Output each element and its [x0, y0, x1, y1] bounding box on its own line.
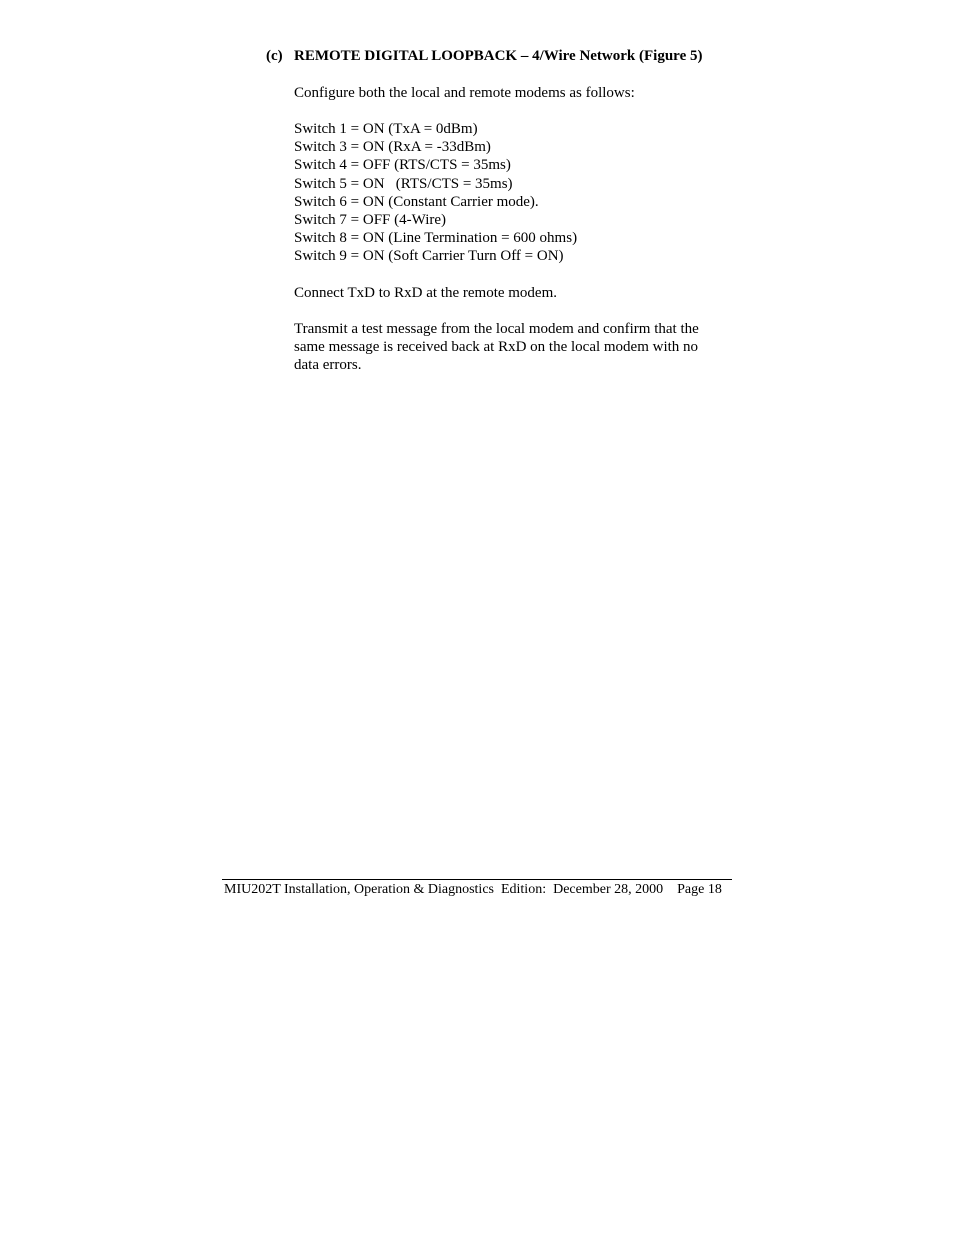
switch-setting: Switch 4 = OFF (RTS/CTS = 35ms): [294, 157, 511, 174]
footer-divider: [222, 879, 732, 880]
page-footer: MIU202T Installation, Operation & Diagnostics Edition: December 28, 2000 Page 18: [224, 882, 722, 897]
section-title: REMOTE DIGITAL LOOPBACK – 4/Wire Network (Figure 5): [294, 48, 703, 64]
intro-paragraph: Configure both the local and remote modems as follows:: [294, 85, 635, 101]
switch-setting: Switch 5 = ON (RTS/CTS = 35ms): [294, 175, 513, 192]
switch-setting: Switch 7 = OFF (4-Wire): [294, 212, 447, 229]
switch-setting: Switch 3 = ON (RxA = -33dBm): [294, 139, 491, 156]
transmit-instruction: Transmit a test message from the local modem and confirm that the same message is received back at RxD on the local modem with no data errors.: [294, 321, 699, 374]
switch-setting: Switch 6 = ON (Constant Carrier mode).: [294, 193, 539, 210]
switch-setting: Switch 1 = ON (TxA = 0dBm): [294, 121, 478, 137]
section-marker: (c): [266, 48, 283, 64]
switch-setting: Switch 9 = ON (Soft Carrier Turn Off = ON): [294, 248, 564, 265]
switch-settings-list: [294, 120, 734, 266]
section-heading: [266, 47, 702, 65]
connect-instruction: Connect TxD to RxD at the remote modem.: [294, 285, 558, 301]
switch-setting: Switch 8 = ON (Line Termination = 600 ohms): [294, 230, 578, 247]
